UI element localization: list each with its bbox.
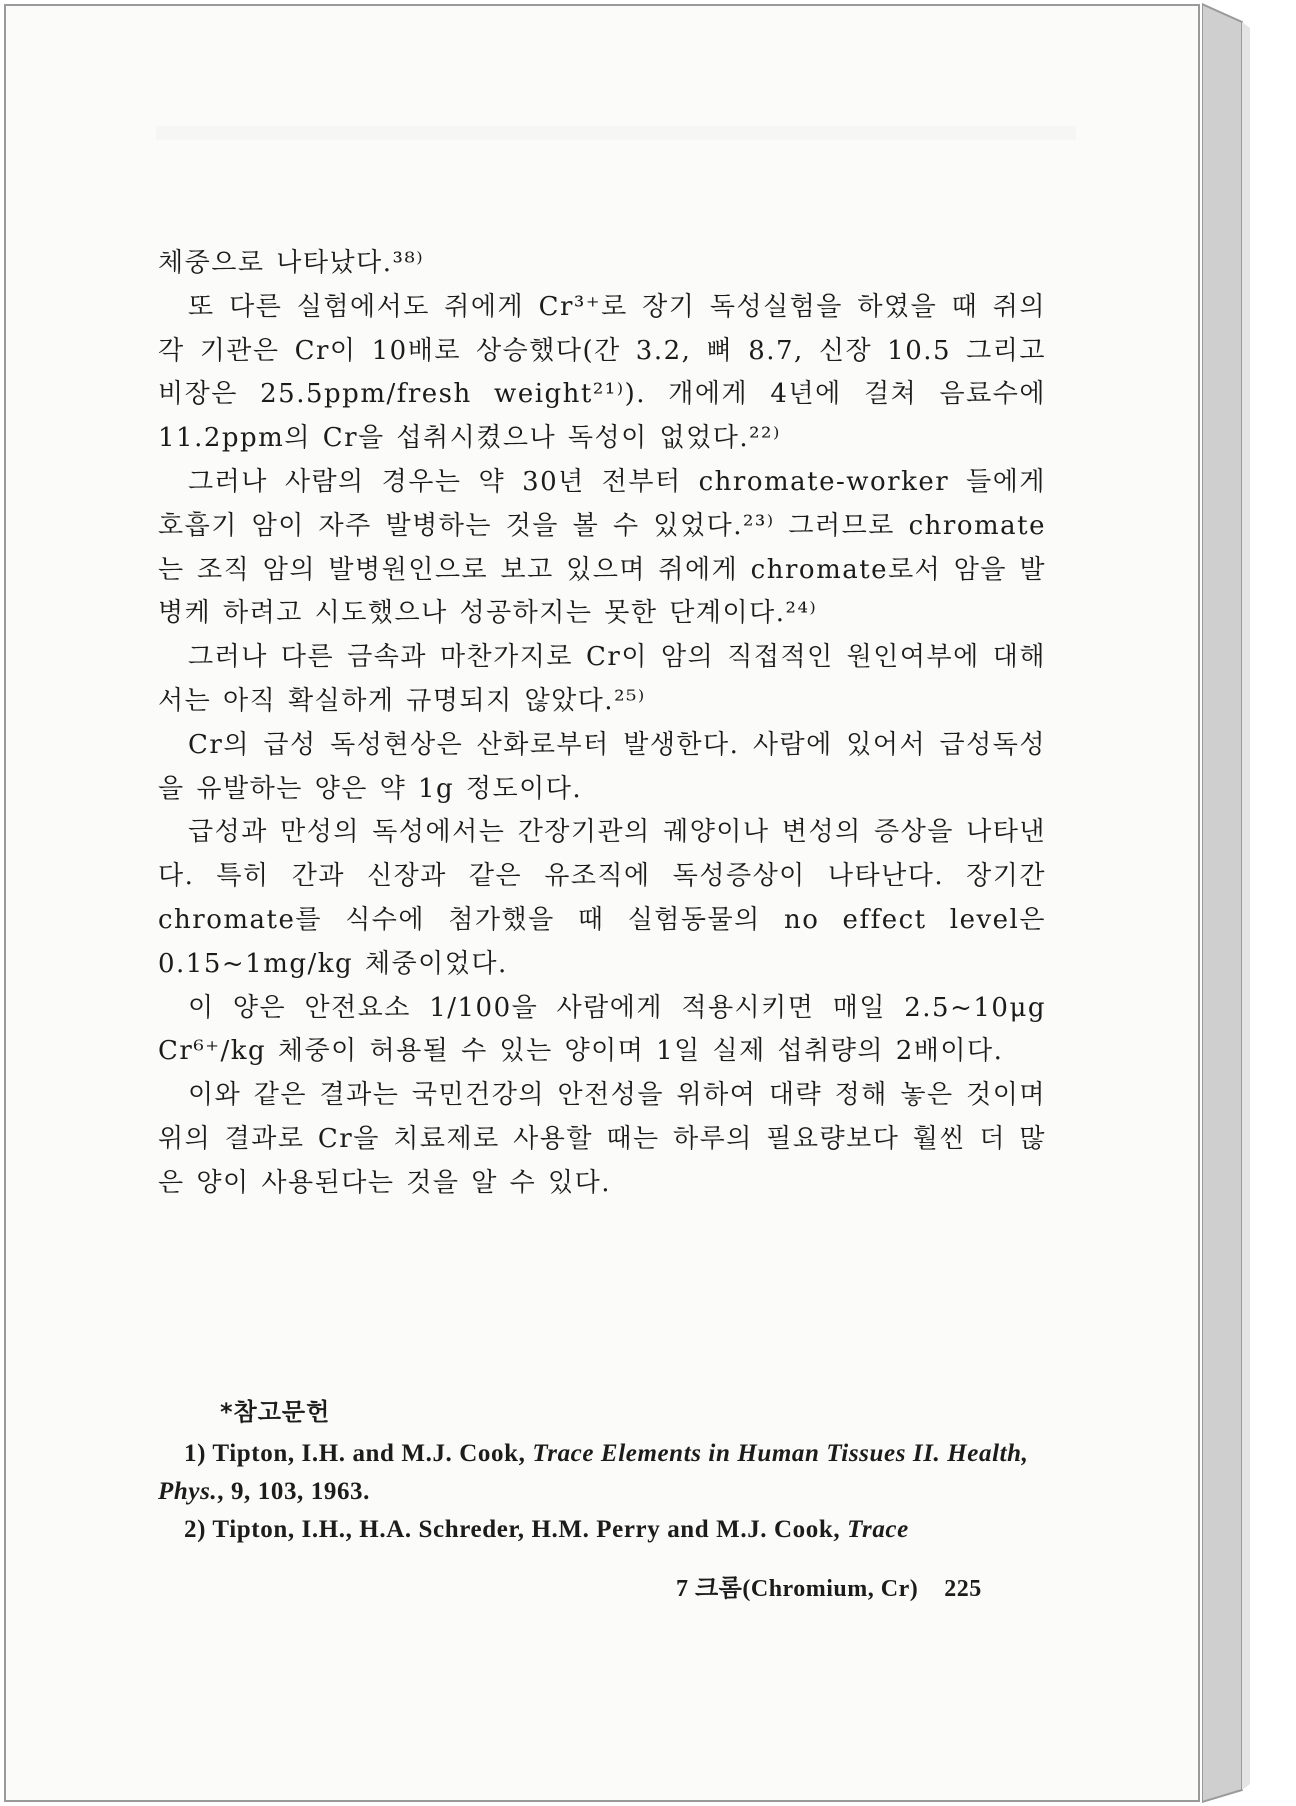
references-section	[158, 1392, 1053, 1549]
paragraph-3: 그러나 사람의 경우는 약 30년 전부터 chromate-worker 들에게 호흡기 암이 자주 발병하는 것을 볼 수 있었다.²³⁾ 그러므로 chromate는 조직 암의 발병원인으로 보고 있으며 쥐에게 chromate로서 암을 발병케 하려고 시도했으나 성공하지는 못한 단계이다.²⁴⁾	[158, 466, 1046, 629]
running-footer	[676, 1568, 982, 1603]
paragraph-5: Cr의 급성 독성현상은 산화로부터 발생한다. 사람에 있어서 급성독성을 유발하는 양은 약 1g 정도이다.	[158, 729, 1046, 804]
page-number: 225	[944, 1576, 982, 1602]
paragraph-4: 그러나 다른 금속과 마찬가지로 Cr이 암의 직접적인 원인여부에 대해서는 아직 확실하게 규명되지 않았다.²⁵⁾	[158, 642, 1046, 716]
paragraph-1: 체중으로 나타났다.³⁸⁾	[158, 248, 425, 278]
reference-details: , 9, 103, 1963.	[217, 1478, 370, 1505]
reference-authors: 1) Tipton, I.H. and M.J. Cook,	[184, 1440, 533, 1467]
reference-item	[158, 1511, 1053, 1549]
references-heading: *참고문헌	[220, 1398, 331, 1426]
page-edge-graphic	[1202, 0, 1292, 1806]
reference-authors: 2) Tipton, I.H., H.A. Schreder, H.M. Perry and M.J. Cook,	[184, 1516, 848, 1543]
body-text	[158, 242, 1046, 1206]
paragraph-2: 또 다른 실험에서도 쥐에게 Cr³⁺로 장기 독성실험을 하였을 때 쥐의 각 기관은 Cr이 10배로 상승했다(간 3.2, 뼈 8.7, 신장 10.5 그리고 비장은 25.5ppm/fresh weight²¹⁾). 개에게 4년에 걸쳐 음료수에 11.2ppm의 Cr을 섭취시켰으나 독성이 없었다.²²⁾	[158, 291, 1046, 454]
paragraph-6: 급성과 만성의 독성에서는 간장기관의 궤양이나 변성의 증상을 나타낸다. 특히 간과 신장과 같은 유조직에 독성증상이 나타난다. 장기간 chromate를 식수에 첨가했을 때 실험동물의 no effect level은 0.15~1mg/kg 체중이었다.	[158, 817, 1046, 979]
chapter-title: 7 크롬(Chromium, Cr)	[676, 1576, 919, 1602]
paragraph-8: 이와 같은 결과는 국민건강의 안전성을 위하여 대략 정해 놓은 것이며 위의 결과로 Cr을 치료제로 사용할 때는 하루의 필요량보다 훨씬 더 많은 양이 사용된다는 것을 알 수 있다.	[158, 1080, 1046, 1198]
reference-item	[158, 1435, 1053, 1511]
paragraph-7: 이 양은 안전요소 1/100을 사람에게 적용시키면 매일 2.5~10μg Cr⁶⁺/kg 체중이 허용될 수 있는 양이며 1일 실제 섭취량의 2배이다.	[158, 992, 1046, 1067]
reference-title: Trace Elements in Human Tissues II. Health, Phys.	[158, 1440, 1029, 1505]
scan-smudge	[156, 126, 1076, 140]
reference-title: Trace	[847, 1516, 909, 1543]
